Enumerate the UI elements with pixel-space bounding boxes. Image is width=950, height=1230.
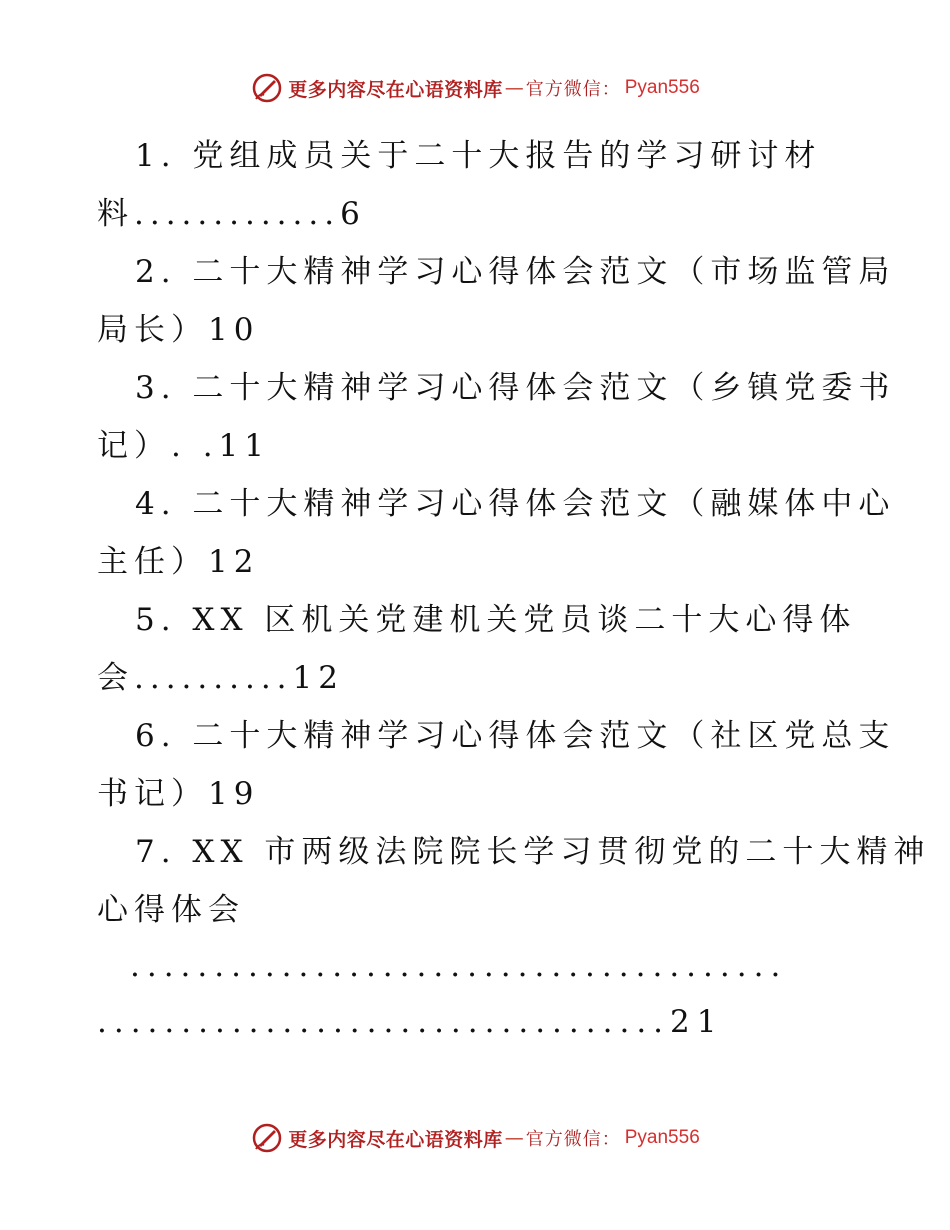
toc-entry-3-line-2: 记）. .11	[97, 428, 271, 464]
toc-entry-3-line-1: 3. 二十大精神学习心得体会范文（乡镇党委书	[135, 370, 896, 406]
toc-entry-4-line-2: 主任）12	[97, 544, 260, 580]
footer-banner	[0, 1118, 950, 1158]
brand-logo-icon	[250, 1121, 284, 1155]
contact-label: 官方微信：	[525, 1129, 621, 1150]
toc-entry-2-line-2: 局长）10	[97, 312, 260, 348]
toc-entry-7-leader-dots: .......................................	[130, 948, 788, 984]
toc-entry-6-line-2: 书记）19	[97, 776, 260, 812]
toc-entry-7-line-2: 心得体会	[97, 892, 245, 928]
toc-entry-2-line-1: 2. 二十大精神学习心得体会范文（市场监管局	[135, 254, 896, 290]
toc-entry-4-line-1: 4. 二十大精神学习心得体会范文（融媒体中心	[135, 486, 896, 522]
banner-dash: —	[504, 1127, 524, 1149]
contact-label: 官方微信：	[525, 79, 621, 100]
toc-entry-6-line-1: 6. 二十大精神学习心得体会范文（社区党总支	[135, 718, 896, 754]
contact-handle: Pyan556	[624, 77, 700, 98]
contact-handle: Pyan556	[624, 1127, 700, 1148]
brand-name: 更多内容尽在心语资料库	[288, 1128, 503, 1151]
toc-entry-7-line-1: 7. XX 市两级法院院长学习贯彻党的二十大精神	[135, 834, 931, 870]
banner-dash: —	[504, 77, 524, 99]
toc-entry-5-line-1: 5. XX 区机关党建机关党员谈二十大心得体	[135, 602, 857, 638]
toc-entry-7-page-number: ..................................21	[97, 1004, 724, 1040]
toc-entry-1-line-2: 料.............6	[97, 196, 366, 232]
toc-entry-1-line-1: 1. 党组成员关于二十大报告的学习研讨材	[135, 138, 822, 174]
toc-entry-5-line-2: 会..........12	[97, 660, 344, 696]
brand-name: 更多内容尽在心语资料库	[288, 78, 503, 101]
